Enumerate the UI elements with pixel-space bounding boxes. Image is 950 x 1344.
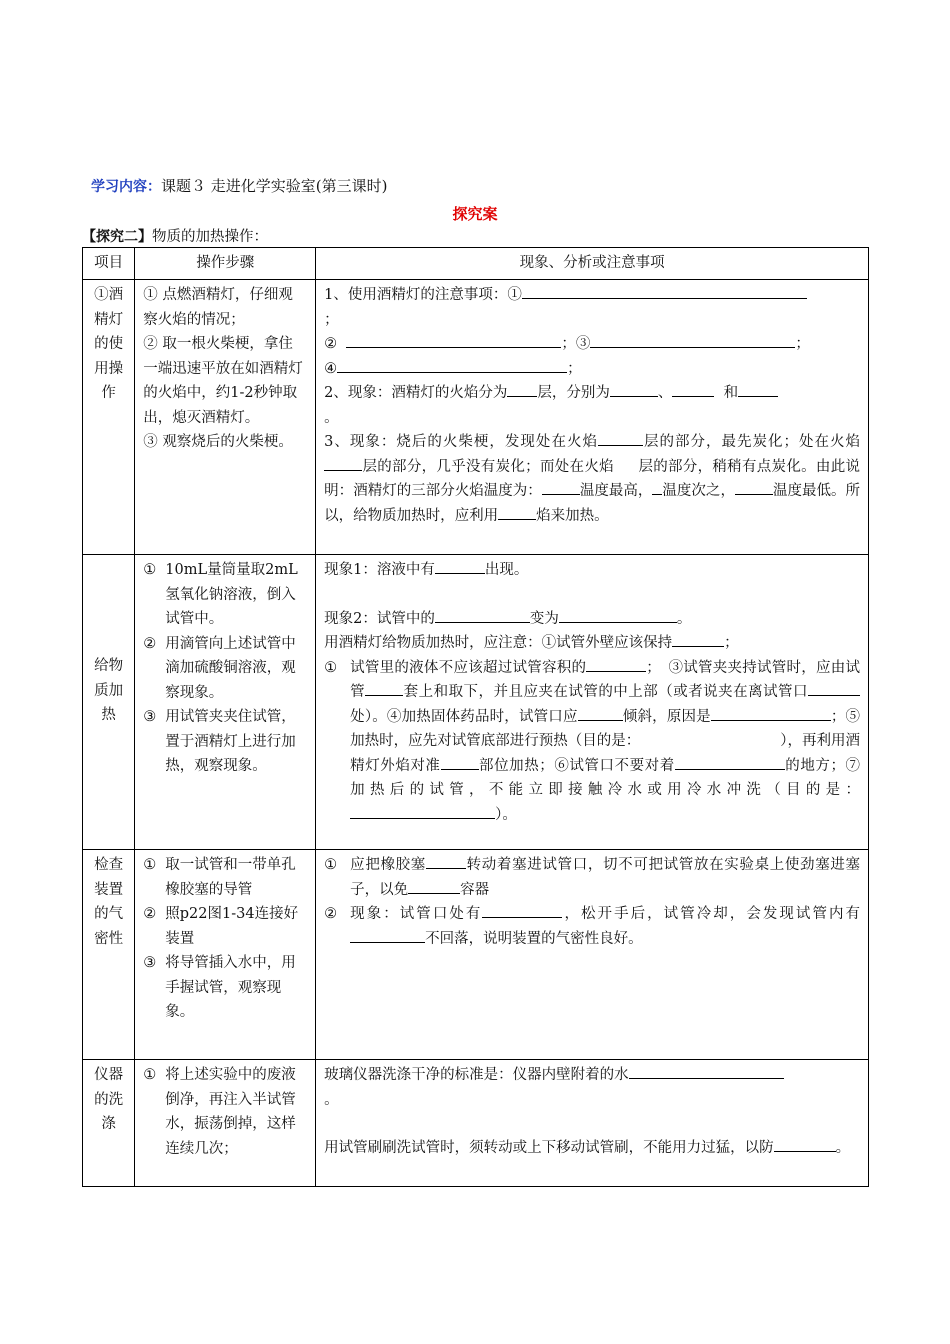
step-number: ① (143, 562, 157, 578)
blank[interactable] (435, 607, 530, 623)
blank[interactable] (324, 455, 362, 471)
row-steps (135, 850, 316, 1060)
row-item: 仪器的洗涤 (83, 1060, 135, 1187)
table-row (83, 1060, 869, 1187)
step-text: 将导管插入水中，用手握试管，观察现象。 (165, 955, 296, 1020)
blank[interactable] (610, 381, 658, 397)
note-text: ），再利用酒精灯外焰对准 (350, 733, 861, 774)
step-text: 将上述实验中的废液倒净，再注入半试管水，振荡倒掉，这样连续几次； (165, 1067, 296, 1157)
note-text: 温度最高， (579, 483, 653, 499)
step-number: ② (143, 635, 157, 652)
blank[interactable] (542, 479, 580, 495)
note-number: ① (324, 857, 338, 873)
blank[interactable] (808, 680, 860, 696)
note-text: 。 (676, 610, 692, 627)
blank[interactable] (672, 381, 714, 397)
row-steps (135, 555, 316, 850)
step-number: ③ (143, 709, 157, 725)
note-text: 温度最低。所以，给物质加热时，应利用 (324, 483, 861, 524)
header-item: 项目 (83, 248, 135, 280)
note-text: ； ③试管夹夹持试管时，应由试管 (350, 659, 861, 700)
row-notes (316, 850, 869, 1060)
row-notes (316, 280, 869, 555)
blank[interactable] (578, 705, 623, 721)
note-text: 和 (723, 385, 739, 401)
blank[interactable] (629, 1063, 784, 1079)
header-notes: 现象、分析或注意事项 (316, 248, 869, 280)
row-notes (316, 1060, 869, 1187)
step-text: 取一试管和一带单孔橡胶塞的导管 (165, 857, 296, 898)
note-text: 。 (324, 1091, 339, 1108)
blank[interactable] (507, 381, 537, 397)
note-number: ② (324, 906, 338, 922)
blank[interactable] (350, 927, 425, 943)
note-text: ，松开手后，试管冷却，会发现试管内有 (562, 906, 861, 922)
learning-content (91, 176, 387, 197)
note-text: 现象：试管口处有 (350, 906, 483, 922)
note-text: 不回落，说明装置的气密性良好。 (425, 930, 643, 947)
step (143, 853, 307, 902)
blank[interactable] (522, 283, 807, 299)
note-text: 套上和取下，并且应夹在试管的中上部（或者说夹在离试管口 (403, 684, 809, 700)
blank[interactable] (735, 479, 773, 495)
note-text: 焰来加热。 (536, 507, 609, 524)
table-header-row (83, 248, 869, 280)
note-text: ；③ (561, 336, 591, 352)
note-text: ④ (324, 360, 338, 377)
blank[interactable] (408, 878, 460, 894)
doc-title: 探究案 (452, 205, 498, 223)
note-text: 温度次之， (662, 483, 735, 499)
step (143, 902, 307, 951)
blank[interactable] (346, 332, 561, 348)
step-number: ① (143, 857, 157, 873)
blank[interactable] (482, 902, 562, 918)
blank[interactable] (774, 1136, 836, 1152)
note-text: 部位加热；⑥试管口不要对着 (478, 757, 675, 774)
note-text: 转动着塞进试管口，切不可把试管放在实验桌上使劲塞进塞子，以免 (350, 857, 861, 898)
note-text: 。 (835, 1140, 851, 1156)
blank[interactable] (350, 803, 495, 819)
row-item-label: 给物质加热 (94, 658, 124, 723)
step-number: ③ (143, 955, 157, 971)
blank[interactable] (498, 504, 536, 520)
note-text: 变为 (529, 610, 559, 627)
step (143, 705, 307, 779)
note-text: 用酒精灯给物质加热时，应注意：①试管外壁应该保持 (324, 635, 673, 651)
note-number: ① (324, 659, 338, 676)
section-heading (82, 225, 268, 246)
blank[interactable] (559, 607, 677, 623)
table-row (83, 850, 869, 1060)
blank[interactable] (711, 705, 831, 721)
table-row (83, 280, 869, 555)
step (143, 558, 307, 632)
note-text: 试管里的液体不应该超过试管容积的 (350, 659, 587, 676)
note-text: 现象2：试管中的 (324, 610, 435, 627)
step-number: ② (143, 906, 157, 922)
header-steps: 操作步骤 (135, 248, 316, 280)
note-text: ；⑤加热时，应先对试管底部进行预热（目的是： (350, 708, 861, 749)
row-item (83, 555, 135, 850)
row-steps (135, 280, 316, 555)
note-text: ）。 (495, 806, 517, 823)
blank[interactable] (590, 332, 795, 348)
row-item: ①酒精灯的使用操作 (83, 280, 135, 555)
blank[interactable] (652, 479, 662, 495)
note-text: 应把橡胶塞 (350, 857, 426, 873)
note-text: 层的部分，最先炭化；处在火焰 (642, 434, 860, 450)
note-text: 处）。④加热固体药品时，试管口应 (350, 708, 578, 725)
blank[interactable] (598, 430, 643, 446)
table-row (83, 555, 869, 850)
note-text: ② (324, 336, 338, 352)
blank[interactable] (365, 680, 403, 696)
step-text: 10mL量筒量取2mL氢氧化钠溶液，倒入试管中。 (165, 562, 298, 627)
step-number: ① (143, 1067, 157, 1083)
step (143, 632, 307, 706)
note-text: 用试管刷刷洗试管时，须转动或上下移动试管刷，不能用力过猛，以防 (324, 1140, 774, 1156)
step (143, 951, 307, 1025)
blank[interactable] (586, 656, 646, 672)
note-text: 倾斜，原因是 (622, 708, 711, 725)
row-notes (316, 555, 869, 850)
note-text: 2、现象：酒精灯的火焰分为 (324, 385, 508, 401)
section-label: 【探究二】 (82, 229, 152, 245)
step (143, 1063, 307, 1161)
note-text: 玻璃仪器洗涤干净的标准是：仪器内壁附着的水 (324, 1067, 629, 1083)
note-text: 容器 (460, 881, 490, 898)
step-text: 用滴管向上述试管中滴加硫酸铜溶液，观察现象。 (165, 635, 296, 701)
note-text: 的地方；⑦加热后的试管，不能立即接触冷水或用冷水冲洗（目的是： (350, 757, 861, 798)
step: ① 点燃酒精灯，仔细观察火焰的情况； (143, 287, 293, 328)
note-text: ； (795, 336, 810, 352)
blank[interactable] (738, 381, 778, 397)
note-text: 1、使用酒精灯的注意事项：① (324, 287, 522, 303)
blank[interactable] (441, 754, 479, 770)
note-text: ； (724, 635, 739, 651)
step: ② 取一根火柴梗，拿住一端迅速平放在如酒精灯的火焰中，约1-2秒钟取出，熄灭酒精灯。 (143, 336, 303, 426)
learning-text: 课题３ 走进化学实验室(第三课时) (161, 177, 388, 195)
note-text: 层的部分，稍稍有点炭化。由此说明：酒精灯的三部分火焰温度为： (324, 458, 861, 499)
step-text: 用试管夹夹住试管，置于酒精灯上进行加热，观察现象。 (165, 709, 296, 774)
blank[interactable] (337, 357, 567, 373)
note-text: 现象1：溶液中有 (324, 562, 435, 578)
note-text: 。 (324, 409, 339, 426)
blank[interactable] (675, 754, 785, 770)
learning-label: 学习内容： (91, 179, 161, 195)
section-text: 物质的加热操作： (152, 229, 268, 245)
note-text: ； (567, 360, 582, 377)
step: ③ 观察烧后的火柴梗。 (143, 434, 293, 450)
note-text: 层，分别为 (537, 385, 610, 401)
note-text: 层的部分，几乎没有炭化；而处在火焰 (362, 458, 614, 475)
note-text: ； (324, 311, 339, 328)
row-item: 检查装置的气密性 (83, 850, 135, 1060)
row-steps (135, 1060, 316, 1187)
note-text: 3、现象：烧后的火柴梗，发现处在火焰 (324, 434, 598, 450)
blank[interactable] (426, 853, 466, 869)
blank[interactable] (672, 631, 724, 647)
note-text: 、 (657, 385, 673, 401)
step-text: 照p22图1-34连接好装置 (165, 906, 299, 947)
blank[interactable] (435, 558, 485, 574)
heating-table (82, 247, 869, 1187)
note-text: 出现。 (484, 562, 529, 578)
